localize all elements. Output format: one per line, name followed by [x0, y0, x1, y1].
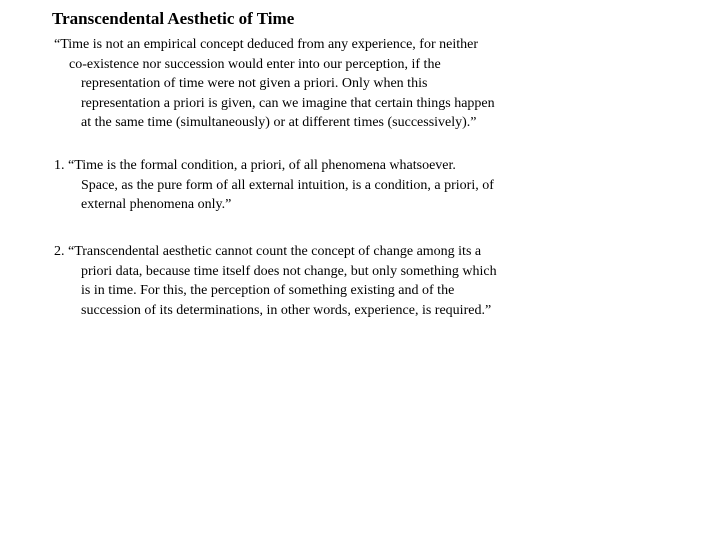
slide-title: Transcendental Aesthetic of Time — [52, 9, 295, 28]
point-line: 1. “Time is the formal condition, a priori, of all phenomena whatsoever. — [54, 158, 456, 173]
point-2 — [54, 242, 497, 320]
point-line: succession of its determinations, in other words, experience, is required.” — [81, 302, 492, 318]
point-line: 2. “Transcendental aesthetic cannot count the concept of change among its a — [54, 244, 482, 259]
point-1 — [54, 156, 494, 215]
point-line: Space, as the pure form of all external intuition, is a condition, a priori, of — [81, 177, 494, 193]
quote-line: “Time is not an empirical concept deduced from any experience, for neither — [54, 37, 478, 52]
point-line: external phenomena only.” — [81, 197, 232, 212]
quote-line: representation a priori is given, can we imagine that certain things happen — [81, 95, 495, 111]
quote-line: co-existence nor succession would enter into our perception, if the — [69, 56, 441, 72]
quote-line: representation of time were not given a priori. Only when this — [81, 76, 428, 91]
point-line: priori data, because time itself does not change, but only something which — [81, 263, 497, 279]
opening-quote — [54, 35, 495, 133]
quote-line: at the same time (simultaneously) or at different times (successively).” — [81, 115, 477, 130]
point-line: is in time. For this, the perception of something existing and of the — [81, 283, 455, 298]
